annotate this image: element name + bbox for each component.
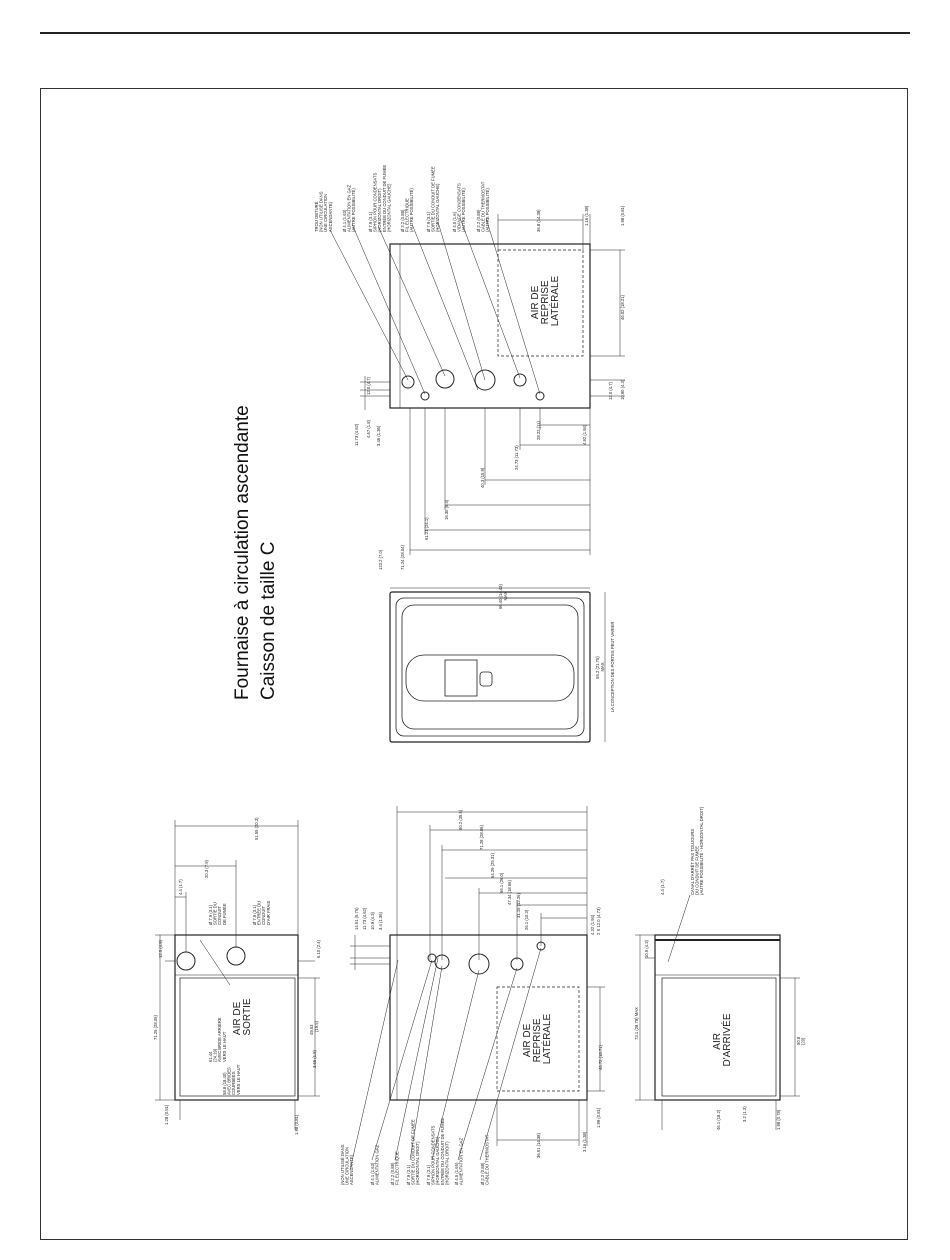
dim-bm-top-1: 90.2 (35.5) <box>458 809 463 830</box>
callout-top-5: Ø 7.9 (3.1)SORTIE DU CONDUIT DE FUMÉE(HORIZONTAL GAUCHE) <box>426 166 441 232</box>
callout-bottom-7: Ø 2.2 (0.88)CÂBLE DU THERMOSTAT <box>480 1134 490 1185</box>
dim-bm-left-3: 10.9 (4.3) <box>370 912 375 930</box>
callout-flue-channel: CANAL D'ARRÊT PAS TOUJOURSDU CONDUIT DE FUMÉE(AUTRE POSSIBILITÉ - HORIZONTAL DROIT) <box>690 806 705 895</box>
callout-top-4: Ø 2.2 (0.88)FIL ÉLECTRIQUE(AUTRE POSSIBILITÉ) <box>400 188 415 232</box>
dim-bm-bottom-3: 46.72 (18.71) <box>598 1045 603 1070</box>
dim-bottom-7: 71.24 (28.04) <box>400 545 405 570</box>
dim-br-bottom-2: 3.2 (1.3) <box>742 1106 747 1122</box>
dim-bm-top-7: 26.1 (10.3) <box>524 909 529 930</box>
drain-hole <box>514 374 526 386</box>
bottom-left-labels <box>153 817 321 1135</box>
control-panel-window <box>445 660 477 696</box>
dim-bm-bottom-4: 1.99 (0.81) <box>596 1107 601 1128</box>
dim-bm-left-4: 3.4 (1.36) <box>378 912 383 930</box>
dim-bm-top-2: 71.28 (28.06) <box>479 825 484 850</box>
dim-left-3: 4.67 (1.8) <box>366 420 371 438</box>
dim-bm-top-6: 31.15 (12.26) <box>516 893 521 918</box>
dim-bl-top-5: 6.10 (2.4) <box>316 940 321 958</box>
front-width-dim: 55.2 (21.75) MAX <box>595 656 605 679</box>
wire-hole <box>421 392 429 400</box>
dim-bm-bottom-1: 36.51 (14.38) <box>536 1133 541 1158</box>
callout-fresh-air-inlet: Ø 7.9 (3.1)ENTRÉE DUCONDUITD'AIR FRAIS <box>252 900 271 925</box>
dim-bottom-6: 61.21 (24.1) <box>424 517 429 540</box>
return-air-label-bottom: AIR DE REPRISE LATÉRALE <box>522 1013 553 1065</box>
dim-bl-left-3: 1.28 (0.51) <box>164 1104 169 1125</box>
front-view <box>390 588 605 742</box>
door-note: LA CONCEPTION DES PORTES PEUT VARIER <box>610 621 615 713</box>
callout-top-3: Ø 7.9 (3.1)SIPHON POUR CONDENSATS(HORIZONTAL DROIT)ENTRÉE DU CONDUIT DE FUMÉE(HORIZONTAL GAUCHE) <box>368 164 392 232</box>
dim-bl-bottom-1: 1.98 (0.81) <box>294 1114 299 1135</box>
front-height-dim: 66.40 (14.43) MAX <box>498 584 508 610</box>
dim-top-offset: 1.16 (1.38) <box>584 205 589 226</box>
dim-br-bottom-3: 1.98 (0.78) <box>776 1109 781 1130</box>
callout-bottom-5: Ø 7.9 (3.1)SIPHON POUR CONDENSATS(HORIZONTAL GAUCHE)ENTRÉE DU CONDUIT DE FUMÉE(HORIZONTAL DROIT) <box>426 1117 450 1185</box>
dim-bm-top-3: 64.29 (25.31) <box>490 853 495 878</box>
fresh-air-inlet-hole <box>227 947 245 965</box>
inlet-air-label: AIR D'ARRIVÉE <box>712 1013 733 1067</box>
dim-bm-top-5: 47.34 (18.66) <box>507 880 512 905</box>
callout-bottom-1: (NON UTILISÉ DANSUNE CIRCULATIONASCENDANTE) <box>340 1144 355 1185</box>
callout-flue-outlet: Ø 7.9 (3.1)SORTIE DUCONDUITDE FUMÉE <box>208 902 227 925</box>
dim-bm-top-4: 66.1 (26.0) <box>499 872 504 893</box>
title-line-1: Fournaise à circulation ascendante <box>232 405 253 700</box>
dim-right-return-height: 46.02 (18.21) <box>620 295 625 320</box>
outlet-air-label: AIR DE SORTIE <box>232 998 253 1036</box>
dim-bm-left-1: 14.61 (5.75) <box>354 907 359 930</box>
title-line-2: Caisson de taille C <box>258 541 279 700</box>
flue-outlet-hole <box>177 952 195 970</box>
dim-br-bottom-1: 46.1 (18.2) <box>716 1109 721 1130</box>
dim-bl-top-1: 4.4 (1.7) <box>178 879 183 895</box>
callout-top-6: Ø 4.5 (1.6)VIDANGE CONDENSATS(AUTRE POSSIBILITÉ) <box>452 183 467 232</box>
top-right-labels <box>314 165 625 570</box>
note-rear-flange: 61.44(24.19)AVEC BRIDE ARRIÈREVERS LE HAUT <box>208 1017 227 1062</box>
dim-br-top-1: 4.4 (1.7) <box>660 879 665 895</box>
inlet-view <box>635 895 800 1130</box>
dim-bl-top-2: 20.3 (7.9) <box>204 860 209 878</box>
bottom-middle-labels <box>340 809 603 1185</box>
dim-bottom-8: 123.2 (7.0) <box>378 549 383 570</box>
dim-bm-bottom-2: 3.16 (1.38) <box>582 1131 587 1152</box>
note-bent-flanges: 58.8 (18.40)AVEC BRIDESCOURBÉESVERS LE HAUT <box>222 1064 241 1095</box>
dim-right-bottom-b: 12.0 (4.7) <box>608 382 613 400</box>
dim-bl-top-3: 51.55 (20.3) <box>254 817 259 840</box>
side-view-top <box>330 214 625 555</box>
dim-bl-left-1: 71.25 (28.05) <box>153 1015 158 1040</box>
callout-bottom-3: Ø 2.2 (0.88)FIL ÉLECTRIQUE <box>390 1151 400 1185</box>
front-labels <box>498 583 615 712</box>
callout-top-1: TROU OBTURÉ(NON UTILISÉ DANSUNE CIRCULATIONASCENDANTE) <box>314 191 333 232</box>
knockout-hole-1 <box>402 376 414 388</box>
return-air-label-top: AIR DE REPRISE LATÉRALE <box>530 275 561 327</box>
dim-bl-bottom-3: 49.53 <box>309 1024 314 1035</box>
dim-right-bottom-a: 10.90 (4.3) <box>620 379 625 400</box>
callout-bottom-2: Ø 4.1 (1.63)ALIMENTATION GAZ <box>370 1144 380 1185</box>
dim-bm-top-8: 4.32 (1.94) <box>590 914 595 935</box>
dim-left-4: 3.46 (1.36) <box>376 425 381 446</box>
callout-bottom-6: Ø 4.5 (1.65)ALIMENTATION EN GAZ <box>454 1137 464 1185</box>
dim-left-2: 11.73 (4.62) <box>354 423 359 446</box>
dim-bottom-5: 16.30 (6.4) <box>444 499 449 520</box>
dim-bm-left-2: 11.73 (4.62) <box>362 907 367 930</box>
side-view-bottom <box>350 806 605 1170</box>
dim-bl-top-4: 12.5 (4.9) <box>158 940 163 958</box>
callout-top-2: Ø 4.1 (1.63)ALIMENTATION EN GAZ(AUTRE POSSIBILITÉ) <box>342 184 357 232</box>
dim-left-1: 12.0 (4.7) <box>366 377 371 395</box>
dim-bottom-4: 40.3 (15.9) <box>480 467 485 488</box>
dim-bottom-2: 28.22 (11) <box>536 421 541 440</box>
dim-br-right-1: 50.8(20) <box>796 1036 806 1045</box>
dim-bottom-1: 4.92 (1.94) <box>582 424 587 445</box>
dim-top-return-width: 36.8 (14.38) <box>536 209 541 232</box>
callout-top-7: Ø 2.2 (0.88)CÂBLE DU THERMOSTAT(AUTRE POSSIBILITÉ) <box>476 181 491 232</box>
dim-bm-top-9: 2 X 12.0 (4.73) <box>596 907 601 935</box>
dim-br-top-2: 10.9 (4.3) <box>644 940 649 958</box>
callout-bottom-4: Ø 7.9 (3.1)SORTIE DU CONDUIT DE FUMÉE(HORIZONTAL DROIT) <box>406 1119 421 1185</box>
flue-hole-1 <box>436 370 454 388</box>
dim-bl-bottom-4: (19.5) <box>314 1021 319 1032</box>
dim-top-right-edge: 1.98 (0.81) <box>620 205 625 226</box>
door-handle <box>480 672 492 686</box>
dim-bottom-3: 24.73 (11.73) <box>514 445 519 470</box>
dim-bl-bottom-2: 3.65 (1.5) <box>312 1050 317 1068</box>
dim-br-left-1: 73.1 (28.78) MAX <box>634 1007 639 1040</box>
